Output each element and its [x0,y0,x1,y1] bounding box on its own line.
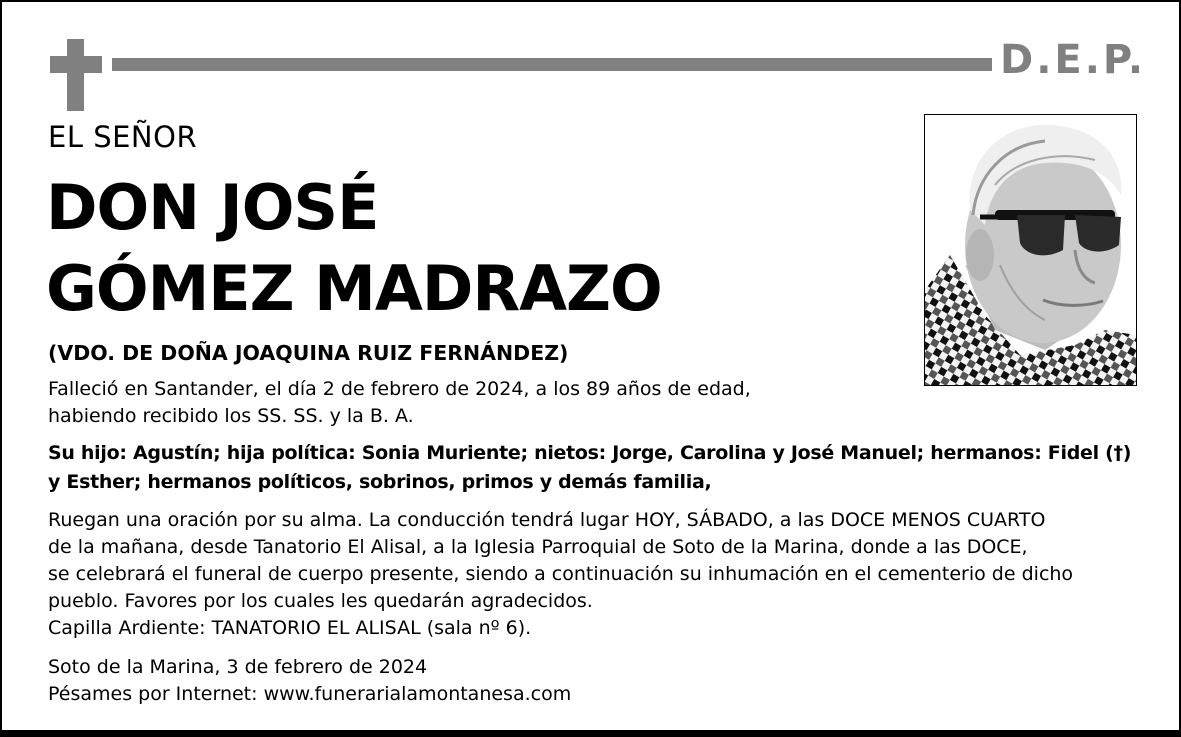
death-paragraph [48,376,751,430]
family-line: y Esther; hermanos políticos, sobrinos, primos y demás familia, [48,471,712,493]
portrait-photo [924,114,1137,386]
name-line-2: GÓMEZ MADRAZO [46,252,662,325]
family-line: Su hijo: Agustín; hija política: Sonia Muriente; nietos: Jorge, Carolina y José Manuel; hermanos: Fidel (†) [48,442,1132,464]
service-line: pueblo. Favores por los cuales les quedarán agradecidos. [48,590,593,612]
title-prefix: EL SEÑOR [48,120,198,154]
place-date: Soto de la Marina, 3 de febrero de 2024 [48,656,428,678]
deceased-name [46,167,906,329]
service-line: de la mañana, desde Tanatorio El Alisal, a la Iglesia Parroquial de Soto de la Marina, donde a las DOCE, [48,536,1028,558]
service-line: Ruegan una oración por su alma. La conducción tendrá lugar HOY, SÁBADO, a las DOCE MENOS CUARTO [48,509,1046,531]
service-paragraph [48,507,1073,642]
header-rule [112,58,992,71]
service-line: Capilla Ardiente: TANATORIO EL ALISAL (sala nº 6). [48,617,532,639]
death-line: Falleció en Santander, el día 2 de febrero de 2024, a los 89 años de edad, [48,378,751,400]
condolences-line: Pésames por Internet: www.funerarialamontanesa.com [48,683,572,705]
closing-paragraph [48,654,571,708]
cross-icon [50,39,102,111]
family-paragraph [48,439,1131,497]
name-line-1: DON JOSÉ [46,171,379,244]
service-line: se celebrará el funeral de cuerpo presente, siendo a continuación su inhumación en el cementerio de dicho [48,563,1074,585]
dep-label: D.E.P. [1000,37,1147,83]
death-line: habiendo recibido los SS. SS. y la B. A. [48,405,414,427]
widower-of: (VDO. DE DOÑA JOAQUINA RUIZ FERNÁNDEZ) [48,341,569,365]
